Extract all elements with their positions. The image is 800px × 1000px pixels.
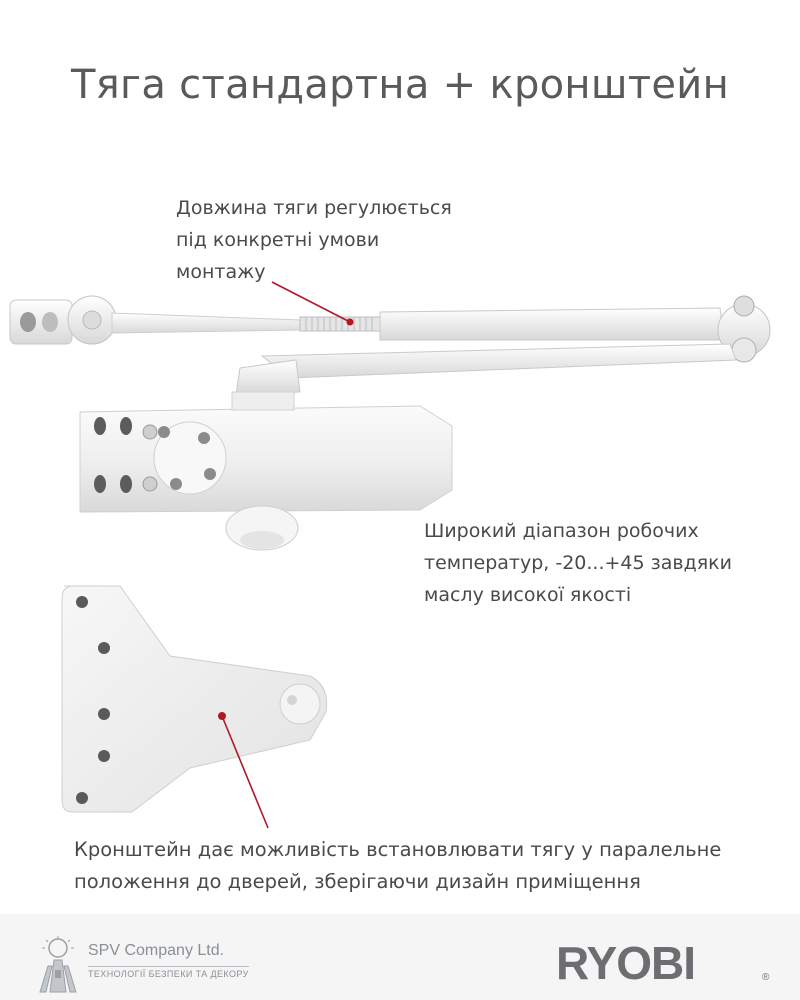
registered-mark: ® (762, 972, 770, 983)
bracket-stud (280, 684, 320, 724)
callout-line: положення до дверей, зберігаючи дизайн приміщення (74, 870, 641, 893)
arm-tube (380, 308, 724, 340)
pointer-dot-bracket (218, 712, 226, 720)
arm-shoe (10, 300, 72, 344)
callout-arm-length (176, 192, 496, 288)
pointer-arm-length (272, 282, 350, 322)
callout-line: Довжина тяги регулюється (176, 197, 452, 219)
pointer-dot-arm (347, 319, 354, 326)
upper-arm-rod (112, 313, 300, 333)
callout-line: монтажу (176, 261, 266, 283)
callout-line: Широкий діапазон робочих (424, 520, 699, 542)
callout-line: маслу високої якості (424, 584, 632, 606)
callout-bracket (74, 834, 794, 898)
door-closer-body (80, 392, 452, 550)
callout-temperature (424, 515, 794, 611)
company-name: SPV Company Ltd. (88, 942, 225, 959)
callout-line: під конкретні умови (176, 229, 380, 251)
callout-line: температур, -20...+45 завдяки (424, 552, 732, 574)
callout-line: Кронштейн дає можливість встановлювати тягу у паралельне (74, 838, 722, 861)
arm-shoe-hole (20, 312, 36, 332)
door-closer-arm (10, 296, 770, 394)
lower-arm (262, 344, 736, 378)
footer (0, 914, 800, 1000)
page-title: Тяга стандартна + кронштейн (70, 62, 730, 108)
brand-logo: RYOBI (556, 937, 695, 989)
company-tagline: ТЕХНОЛОГІЇ БЕЗПЕКИ ТА ДЕКОРУ (88, 966, 249, 979)
spv-tower-logo-icon (36, 936, 80, 994)
mounting-bracket (62, 586, 327, 812)
